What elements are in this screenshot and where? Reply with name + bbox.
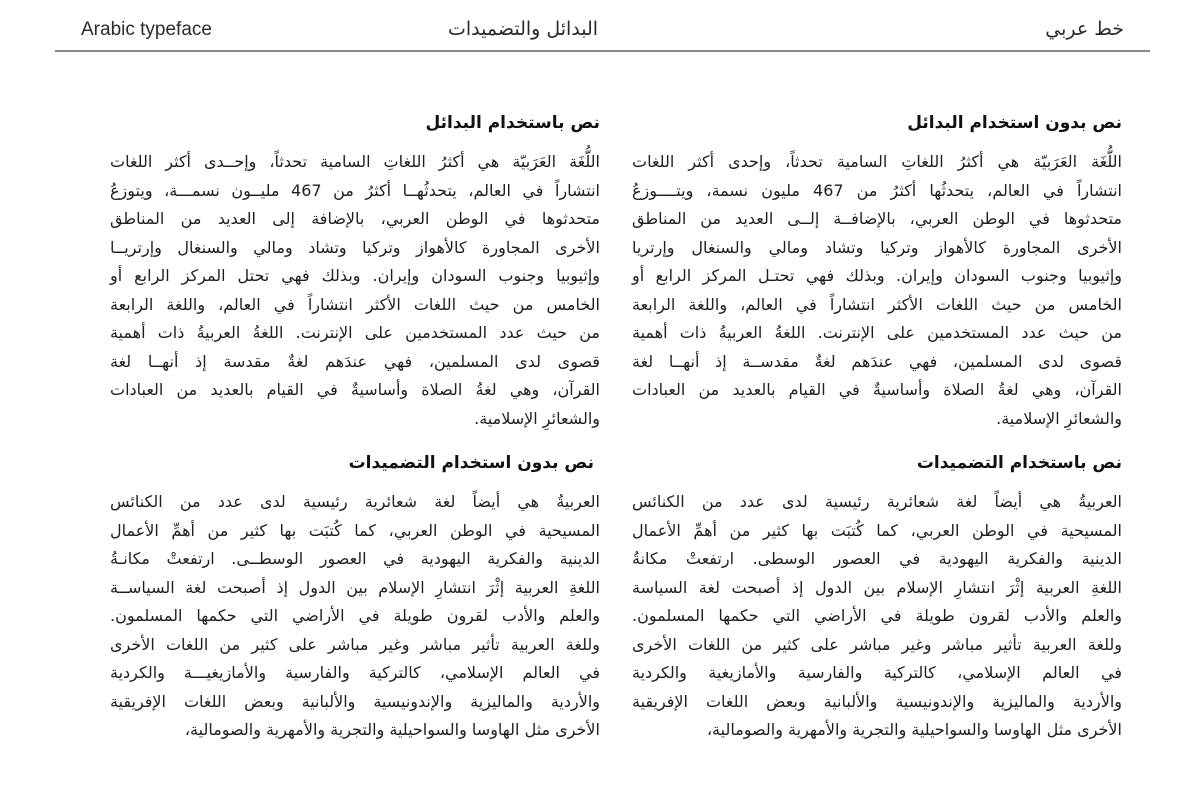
section-with-alternates (110, 110, 600, 433)
text-line: الدينية والفكرية اليهودية في العصور الوسطى. ارتفعتْ مكانةُ (632, 549, 1122, 568)
text-line: المسيحية في الوطن العربي، كما كُتبَت بها كثير من أهمِّ الأعمال (110, 520, 600, 540)
text-line: والعلم والأدب لقرون طويلة في الأراضي التي حكمها المسلمون. (632, 606, 1122, 625)
text-line: وإثيوبيا وجنوب السودان وإيران. وبذلك فهي تحتل المركز الرابع أو (110, 266, 600, 285)
text-line: والشعائرِ الإسلامية. (996, 408, 1122, 428)
section-without-ligatures (110, 450, 600, 745)
text-line: والأردية والماليزية والإندونيسية والألبانية وبعض اللغات الإفريقية (632, 691, 1122, 711)
text-line: انتشاراً في العالم، يتحدثُها أكثرُ من 467 مليون نسمة، ويتــــوزعُ (632, 180, 1122, 200)
text-line: العربيةُ هي أيضاً لغة شعائرية رئيسية لدى عدد من الكنائس (632, 492, 1122, 511)
text-line: وللغة العربية تأثير مباشر وغير مباشر على كثير من اللغات الأخرى (110, 634, 600, 654)
text-line: اللُّغَة العَرَبيّة هي أكثرُ اللغاتِ السامية تحدثاً، وإحــدى أكثر اللغات (110, 152, 600, 171)
text-line: من حيث عدد المستخدمين على الإنترنت. اللغةُ العربيةُ ذات أهمية (110, 323, 600, 342)
section-without-alternates (632, 110, 1122, 433)
text-line: والشعائرِ الإسلامية. (474, 408, 600, 428)
text-line: وللغة العربية تأثير مباشر وغير مباشر على كثير من اللغات الأخرى (632, 634, 1122, 654)
text-line: المسيحية في الوطن العربي، كما كُتبَت بها كثير من أهمِّ الأعمال (632, 520, 1122, 540)
header-section-title: البدائل والتضميدات (448, 18, 599, 40)
section-heading: نص باستخدام التضميدات (916, 453, 1122, 473)
text-line: اللُّغَة العَرَبيّة هي أكثرُ اللغاتِ السامية تحدثاً، وإحدى أكثر اللغات (632, 152, 1122, 171)
text-line: القرآن، وهي لغةُ الصلاة وأساسيةٌ في القيام بالعديد من العبادات (110, 380, 600, 399)
paragraph (110, 148, 600, 433)
text-line: العربيةُ هي أيضاً لغة شعائرية رئيسية لدى عدد من الكنائس (110, 492, 600, 511)
paragraph (632, 148, 1122, 433)
text-line: وإثيوبيا وجنوب السودان وإيران. وبذلك فهي تحتـل المركز الرابع أو (632, 266, 1122, 285)
text-line: قصوى لدى المسلمين، فهي عندَهم لغةٌ مقدســة إذ أنهــا لغة (632, 351, 1122, 371)
section-with-ligatures (632, 450, 1122, 745)
text-line: الدينية والفكرية اليهودية في العصور الوسطــى. ارتفعتْ مكانـةُ (110, 549, 600, 568)
section-heading: نص بدون استخدام البدائل (907, 113, 1122, 133)
text-line: الأخرى مثل الهاوسا والسواحيلية والتجرية والأمهرية والصومالية، (184, 720, 600, 739)
text-line: انتشاراً في العالم، يتحدثُهــا أكثرُ من 467 مليــون نسمـــة، ويتوزعُ (110, 180, 600, 200)
text-line: متحدثوها في الوطن العربي، بالإضافــة إلــى العديد من المناطق (632, 209, 1122, 228)
header-arabic-title: خط عربي (1045, 18, 1124, 40)
text-line: من حيث عدد المستخدمين على الإنترنت. اللغةُ العربيةُ ذات أهمية (632, 323, 1122, 342)
section-heading: نص بدون استخدام التضميدات (348, 453, 594, 473)
section-heading: نص باستخدام البدائل (425, 113, 600, 133)
text-line: والعلم والأدب لقرون طويلة في الأراضي التي حكمها المسلمون. (110, 606, 600, 625)
header-divider (55, 50, 1150, 52)
text-line: والأردية والماليزية والإندونيسية والألبانية وبعض اللغات الإفريقية (110, 691, 600, 711)
text-line: الأخرى مثل الهاوسا والسواحيلية والتجرية والأمهرية والصومالية، (706, 720, 1122, 739)
header-english-title: Arabic typeface (81, 19, 212, 40)
text-line: في العالم الإسلامي، كالتركية والفارسية والأمازيغية والكردية (632, 663, 1122, 682)
paragraph (110, 488, 600, 745)
text-line: القرآن، وهي لغةُ الصلاة وأساسيةٌ في القيام بالعديد من العبادات (632, 380, 1122, 399)
page-header (55, 0, 1150, 52)
text-line: اللغةِ العربية إثْرَ انتشارِ الإسلام بين الدول إذ أصبحت لغة السياسة (632, 577, 1122, 597)
text-line: الخامس من حيث اللغات الأكثر انتشاراً في العالم، واللغة الرابعة (632, 294, 1122, 314)
text-line: قصوى لدى المسلمين، فهي عندَهم لغةٌ مقدسة إذ أنهــا لغة (110, 351, 600, 371)
text-line: الخامس من حيث اللغات الأكثر انتشاراً في العالم، واللغة الرابعة (110, 294, 600, 314)
text-line: متحدثوها في الوطن العربي، بالإضافة إلى العديد من المناطق (110, 209, 600, 228)
text-line: الأخرى المجاورة كالأهواز وتركيا وتشاد ومالي والسنغال وإرتريــا (110, 237, 600, 257)
text-line: في العالم الإسلامي، كالتركية والفارسية والأمازيغيـــة والكردية (110, 663, 600, 682)
paragraph (632, 488, 1122, 745)
text-line: الأخرى المجاورة كالأهواز وتركيا وتشاد ومالي والسنغال وإرتريا (632, 237, 1122, 257)
text-line: اللغةِ العربية إثْرَ انتشارِ الإسلام بين الدول إذ أصبحت لغة السياســة (110, 577, 600, 597)
